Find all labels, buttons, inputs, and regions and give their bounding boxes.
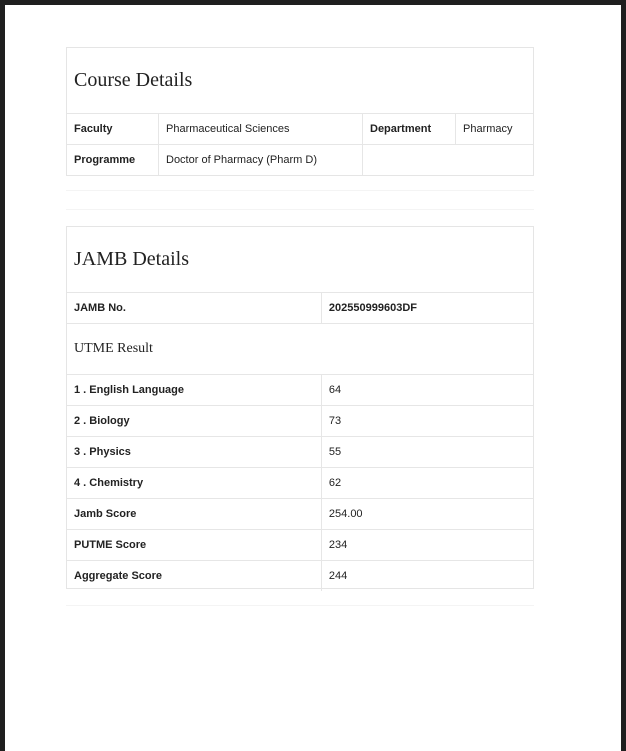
document-page xyxy=(5,5,621,751)
department-value: Pharmacy xyxy=(463,123,513,135)
course-details-empty-cell xyxy=(363,145,533,175)
programme-value: Doctor of Pharmacy (Pharm D) xyxy=(159,145,363,175)
jamb-score-row xyxy=(67,499,533,530)
subject-score: 73 xyxy=(328,415,342,427)
jamb-number-row xyxy=(67,293,533,324)
aggregate-score-row xyxy=(67,561,533,591)
subject-score: 64 xyxy=(328,384,342,396)
subject-label: 1 . English Language xyxy=(67,375,322,405)
faculty-label: Faculty xyxy=(67,114,159,144)
putme-score-value: 234 xyxy=(328,539,348,551)
programme-label: Programme xyxy=(67,145,159,175)
course-details-title: Course Details xyxy=(67,48,533,114)
jamb-details-card xyxy=(66,226,534,589)
subject-row-biology xyxy=(67,406,533,437)
divider-line xyxy=(66,605,534,606)
aggregate-score-value: 244 xyxy=(328,570,348,582)
jamb-no-value: 202550999603DF xyxy=(328,302,417,314)
course-details-row-1 xyxy=(67,114,533,145)
putme-score-row xyxy=(67,530,533,561)
jamb-score-value: 254.00 xyxy=(328,508,363,520)
faculty-value: Pharmaceutical Sciences xyxy=(159,114,363,144)
course-details-card xyxy=(66,47,534,176)
utme-result-heading: UTME Result xyxy=(67,324,533,375)
subject-row-physics xyxy=(67,437,533,468)
subject-row-chemistry xyxy=(67,468,533,499)
jamb-score-label: Jamb Score xyxy=(67,499,322,529)
jamb-no-label: JAMB No. xyxy=(67,293,322,323)
jamb-details-title: JAMB Details xyxy=(67,227,533,293)
subject-score: 55 xyxy=(328,446,342,458)
department-label: Department xyxy=(363,114,456,144)
divider-line xyxy=(66,209,534,210)
aggregate-score-label: Aggregate Score xyxy=(67,561,322,591)
subject-row-english xyxy=(67,375,533,406)
putme-score-label: PUTME Score xyxy=(67,530,322,560)
divider-line xyxy=(66,190,534,191)
course-details-row-2 xyxy=(67,145,533,175)
subject-label: 4 . Chemistry xyxy=(67,468,322,498)
subject-score: 62 xyxy=(328,477,342,489)
subject-label: 2 . Biology xyxy=(67,406,322,436)
subject-label: 3 . Physics xyxy=(67,437,322,467)
